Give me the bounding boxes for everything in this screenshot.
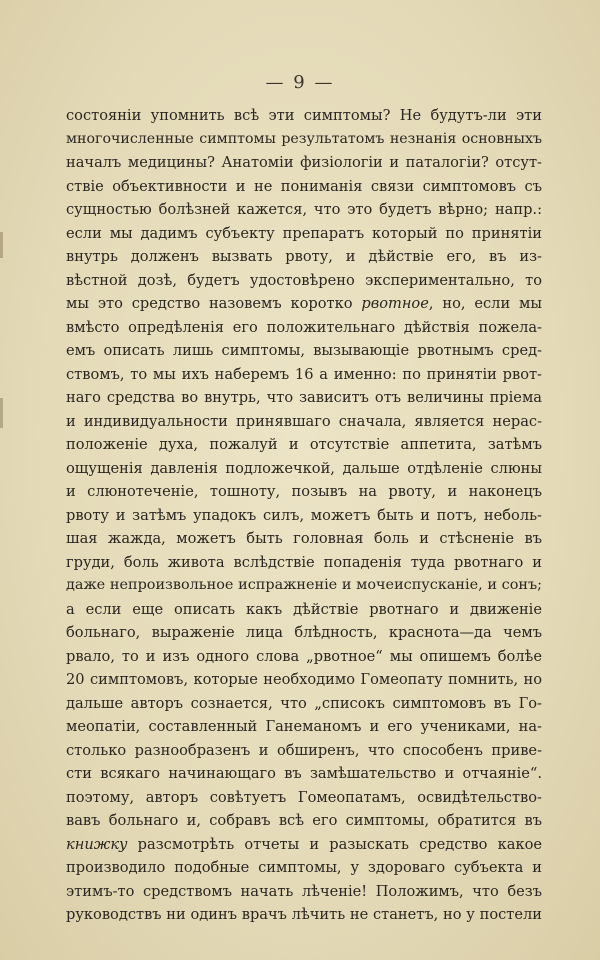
line-text: а если еще описать какъ дѣйствіе рвотнаго и движеніе [66, 600, 542, 618]
text-line [66, 269, 542, 293]
line-text: ствіе объективности и не пониманія связи симптомовъ съ [66, 177, 542, 195]
line-text: груди, боль живота вслѣдствіе попаденія туда рвотнаго и [66, 553, 542, 571]
text-line [66, 645, 542, 669]
text-line [66, 621, 542, 645]
text-line [66, 504, 542, 528]
text-line [66, 363, 542, 387]
line-text: если мы дадимъ субъекту препаратъ который по принятіи [66, 224, 542, 242]
text-line [66, 715, 542, 739]
line-text: вѣстной дозѣ, будетъ удостовѣрено экспериментально, то [66, 271, 542, 289]
text-line [66, 480, 542, 504]
line-text: ствомъ, то мы ихъ наберемъ 16 а именно: по принятіи рвот- [66, 365, 542, 383]
line-text: рвало, то и изъ одного слова „рвотное“ мы опишемъ болѣе [66, 647, 542, 665]
line-text: вмѣсто опредѣленія его положительнаго дѣйствія пожела- [66, 318, 542, 336]
text-line [66, 903, 542, 927]
line-text-after: , но, если мы [428, 295, 542, 312]
line-text: вавъ больнаго и, собравъ всѣ его симптомы, обратится въ [66, 812, 542, 829]
line-text: производило подобные симптомы, у здороваго субъекта и [66, 859, 542, 876]
text-line [66, 574, 542, 598]
text-line [66, 128, 542, 152]
text-line [66, 222, 542, 246]
line-text-before: мы это средство назовемъ коротко [66, 295, 362, 312]
line-text: даже непроизвольное испражненіе и мочеиспусканіе, и сонъ; [66, 577, 542, 593]
text-line [66, 786, 542, 810]
line-text: многочисленные симптомы результатомъ незнанія основныхъ [66, 130, 542, 147]
line-text: дальше авторъ сознается, что „списокъ симптомовъ въ Го- [66, 694, 542, 712]
text-line [66, 292, 542, 316]
text-line [66, 198, 542, 222]
line-text-emphasis: книжку [66, 835, 128, 853]
text-line [66, 551, 542, 575]
body-text [66, 104, 542, 927]
line-text: шая жажда, можетъ быть головная боль и стѣсненіе въ [66, 530, 542, 547]
text-line [66, 598, 542, 622]
text-line [66, 527, 542, 551]
line-text: больнаго, выраженіе лица блѣдность, краснота—да чемъ [66, 624, 542, 641]
text-line [66, 410, 542, 434]
line-text: началъ медицины? Анатоміи физіологіи и паталогіи? отсут- [66, 154, 542, 171]
text-line [66, 833, 542, 857]
text-line [66, 809, 542, 833]
text-line [66, 668, 542, 692]
line-text: состояніи упомнить всѣ эти симптомы? Не будутъ-ли эти [66, 107, 542, 124]
line-text: и слюнотеченіе, тошноту, позывъ на рвоту, и наконецъ [66, 483, 542, 500]
line-text: рвоту и затѣмъ упадокъ силъ, можетъ быть и потъ, неболь- [66, 506, 542, 524]
line-text: наго средства во внутрь, что зависитъ отъ величины пріема [66, 389, 542, 406]
text-line [66, 386, 542, 410]
line-text: меопатіи, составленный Ганеманомъ и его учениками, на- [66, 718, 542, 735]
line-text: емъ описать лишь симптомы, вызывающіе рвотнымъ сред- [66, 342, 542, 359]
line-text-emphasis: рвотное [361, 295, 429, 312]
text-line [66, 433, 542, 457]
text-line [66, 175, 542, 199]
text-line [66, 880, 542, 904]
line-text: ощущенія давленія подложечкой, дальше отдѣленіе слюны [66, 459, 542, 477]
line-text: 20 симптомовъ, которые необходимо Гомеопату помнить, но [66, 671, 542, 688]
text-line [66, 245, 542, 269]
text-line [66, 856, 542, 880]
page-edge-mark-bottom [0, 398, 3, 428]
line-text: руководствъ ни одинъ врачъ лѣчить не станетъ, но у постели [66, 906, 542, 923]
page-edge-mark-top [0, 232, 3, 258]
page-number: — 9 — [265, 72, 335, 93]
line-text: сти всякаго начинающаго въ замѣшательство и отчаяніе“. [66, 765, 542, 782]
text-line [66, 692, 542, 716]
text-line [66, 762, 542, 786]
line-text: положеніе духа, пожалуй и отсутствіе аппетита, затѣмъ [66, 436, 542, 453]
line-text: и индивидуальности принявшаго сначала, является нерас- [66, 412, 542, 430]
text-line [66, 339, 542, 363]
line-text: сущностью болѣзней кажется, что это будетъ вѣрно; напр.: [66, 201, 542, 218]
text-line [66, 151, 542, 175]
line-text: поэтому, авторъ совѣтуетъ Гомеопатамъ, освидѣтельство- [66, 788, 542, 806]
line-text: этимъ-то средствомъ начать лѣченіе! Положимъ, что безъ [66, 882, 542, 900]
text-line [66, 457, 542, 481]
line-text: столько разнообразенъ и обширенъ, что способенъ приве- [66, 741, 542, 759]
text-line [66, 316, 542, 340]
text-line [66, 104, 542, 128]
text-line [66, 739, 542, 763]
line-text-after: разсмотрѣть отчеты и разыскать средство какое [127, 835, 542, 853]
line-text: внутрь долженъ вызвать рвоту, и дѣйствіе его, въ из- [66, 248, 542, 265]
